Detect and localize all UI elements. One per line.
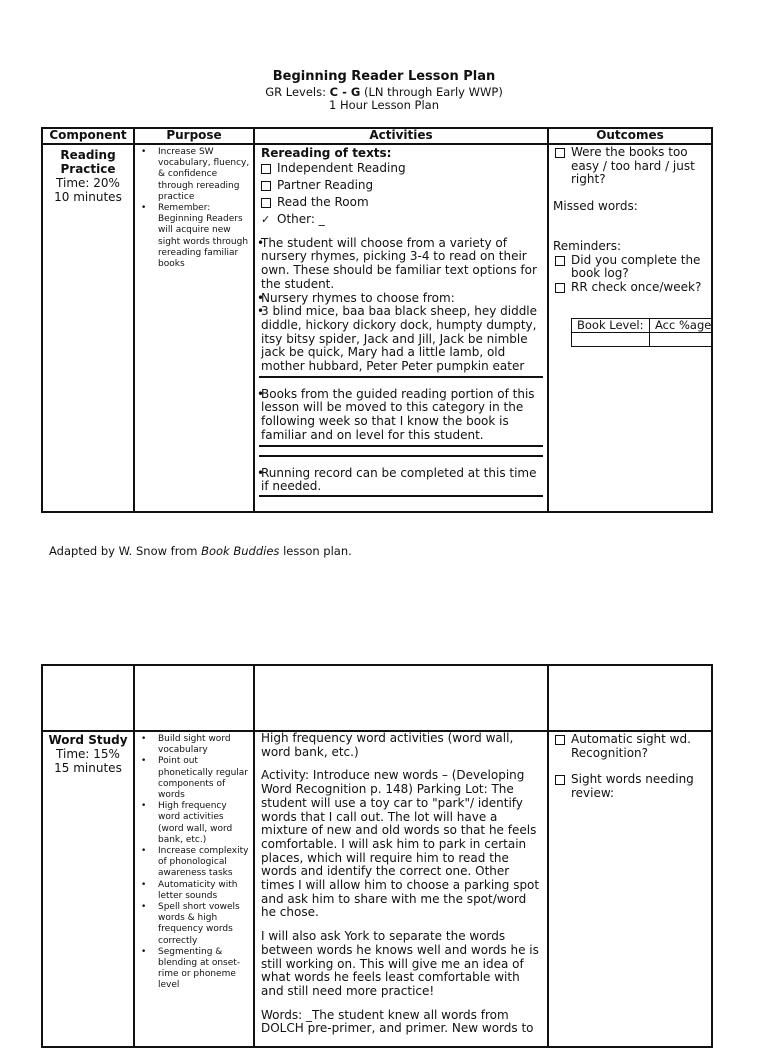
outcome-check-rr[interactable]: RR check once/week? xyxy=(553,281,711,295)
header-activities: Activities xyxy=(254,128,548,144)
purpose-cell xyxy=(134,731,254,1047)
outcome-check-difficulty[interactable]: Were the books too easy / too hard / just right? xyxy=(553,146,711,187)
checkbox-icon[interactable] xyxy=(555,148,565,158)
checkbox-icon[interactable] xyxy=(555,735,565,745)
purpose-item: • High frequency word activities (word wall, word bank, etc.) xyxy=(139,801,251,846)
purpose-item: • Point out phonetically regular components of words xyxy=(139,756,251,801)
check-read-the-room[interactable]: Read the Room xyxy=(255,195,547,212)
purpose-item: • Spell short vowels words & high frequency words correctly xyxy=(139,902,251,947)
purpose-item: • Segmenting & blending at onset-rime or phoneme level xyxy=(139,947,251,992)
reminders-label: Reminders: xyxy=(553,238,622,253)
outcomes-cell xyxy=(548,144,712,512)
table-header-row xyxy=(42,128,712,144)
check-independent-reading[interactable]: Independent Reading xyxy=(255,161,547,178)
missed-words-label: Missed words: xyxy=(553,199,638,214)
book-title: Book Buddies xyxy=(201,544,280,558)
accuracy-value[interactable] xyxy=(650,333,712,347)
checkmark-icon: ✓ xyxy=(261,213,271,227)
gr-levels xyxy=(0,85,768,99)
table-row xyxy=(42,665,712,731)
word-study-table xyxy=(41,664,713,1048)
activity-paragraph: Activity: Introduce new words – (Developing Word Recognition p. 148) Parking Lot: The student will use a toy car to "park"/ identify words that I call out. The lot will have a mixture of new and old words so that he feels comfortable. I will ask him to park in certain places, which will require him to read the words and identify the correct one. Other times I will allow him to choose a parking spot and ask him to share with me the spot/word he chose. xyxy=(261,768,540,920)
checkbox-icon[interactable] xyxy=(261,181,271,191)
outcomes-cell xyxy=(548,731,712,1047)
checkbox-icon[interactable] xyxy=(261,164,271,174)
activity-bullet: • Running record can be completed at this time if needed. xyxy=(255,467,547,494)
component-time: Time: 15% xyxy=(56,747,120,761)
purpose-item: • Build sight word vocabulary xyxy=(139,734,251,756)
component-minutes: 10 minutes xyxy=(54,190,122,204)
component-name: Reading Practice xyxy=(60,148,116,176)
checkbox-icon[interactable] xyxy=(555,283,565,293)
table-row xyxy=(42,144,712,512)
activities-title: Rereading of texts: xyxy=(261,146,392,160)
outcome-check-review[interactable]: Sight words needing review: xyxy=(553,773,711,800)
adapted-note: Adapted by W. Snow from Book Buddies lesson plan. xyxy=(49,544,352,558)
levels-prefix: GR Levels: xyxy=(265,85,326,99)
activity-bullet: • Books from the guided reading portion of this lesson will be moved to this category in the following week so that I know the book is familiar and on level for this student. xyxy=(255,388,547,443)
check-other[interactable]: ✓ Other: _ xyxy=(261,212,325,227)
divider xyxy=(259,495,543,497)
table-row xyxy=(42,731,712,1047)
activity-paragraph: High frequency word activities (word wall, word bank, etc.) xyxy=(261,731,514,759)
purpose-item: • Increase SW vocabulary, fluency, & confidence through rereading practice xyxy=(139,147,251,203)
activities-cell xyxy=(254,731,548,1047)
levels-range: C - G xyxy=(329,85,361,99)
header-component: Component xyxy=(42,128,134,144)
purpose-item: • Remember: Beginning Readers will acquire new sight words through rereading familiar books xyxy=(139,203,251,270)
checkbox-icon[interactable] xyxy=(261,198,271,208)
activities-cell xyxy=(254,144,548,512)
checkbox-icon[interactable] xyxy=(555,775,565,785)
activity-paragraph: Words: _The student knew all words from DOLCH pre-primer, and primer. New words to xyxy=(261,1007,534,1036)
book-level-value[interactable] xyxy=(572,333,650,347)
activity-bullet: • Nursery rhymes to choose from: xyxy=(255,292,547,306)
component-cell xyxy=(42,731,134,1047)
book-level-label: Book Level: xyxy=(572,319,650,333)
outcome-check-book-log[interactable]: Did you complete the book log? xyxy=(553,254,711,281)
purpose-item: • Automaticity with letter sounds xyxy=(139,880,251,902)
activity-bullet: • The student will choose from a variety of nursery rhymes, picking 3-4 to read on their own. These should be familiar text options for the student. xyxy=(255,237,547,292)
header-outcomes: Outcomes xyxy=(548,128,712,144)
activity-bullet: • 3 blind mice, baa baa black sheep, hey diddle diddle, hickory dickory dock, humpty dumpty, itsy bitsy spider, Jack and Jill, Jack be nimble jack be quick, Mary had a little lamb, old mother hubbard, Peter Peter pumpkin eater xyxy=(255,305,547,374)
outcome-check-automatic[interactable]: Automatic sight wd. Recognition? xyxy=(553,733,711,760)
divider xyxy=(259,445,543,447)
activity-paragraph: I will also ask York to separate the words between words he knows well and words he is still working on. This will give me an idea of what words he feels least comfortable with and still need more practice! xyxy=(261,929,539,998)
component-time: Time: 20% xyxy=(56,176,120,190)
purpose-cell xyxy=(134,144,254,512)
book-level-table xyxy=(571,318,712,347)
lesson-duration: 1 Hour Lesson Plan xyxy=(328,98,440,112)
header-purpose: Purpose xyxy=(134,128,254,144)
accuracy-label: Acc %age xyxy=(650,319,712,333)
checkbox-icon[interactable] xyxy=(555,256,565,266)
component-cell xyxy=(42,144,134,512)
purpose-item: • Increase complexity of phonological awareness tasks xyxy=(139,846,251,880)
check-partner-reading[interactable]: Partner Reading xyxy=(255,178,547,195)
page-title: Beginning Reader Lesson Plan xyxy=(272,69,496,84)
reading-practice-table xyxy=(41,127,713,513)
levels-suffix: (LN through Early WWP) xyxy=(363,85,503,99)
component-name: Word Study xyxy=(48,733,128,747)
component-minutes: 15 minutes xyxy=(54,761,122,775)
